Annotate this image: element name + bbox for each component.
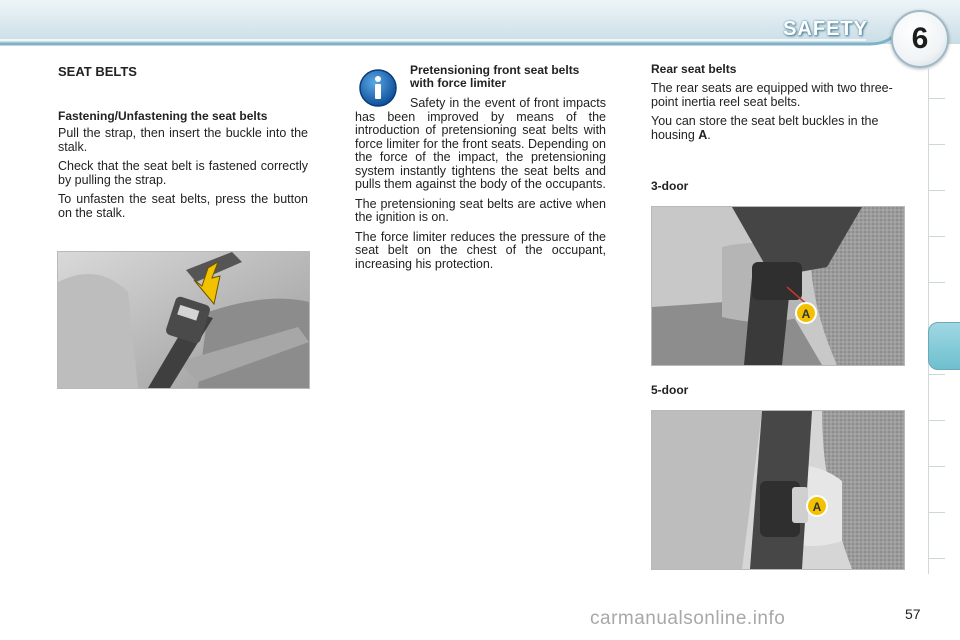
chapter-tab-rail bbox=[928, 68, 960, 574]
chapter-tab-active[interactable] bbox=[928, 322, 960, 370]
callout-a-3door: A bbox=[801, 307, 811, 321]
front-buckle-photo bbox=[57, 251, 310, 389]
rear-paragraph-2-text: You can store the seat belt buckles in the housing bbox=[651, 114, 879, 142]
rear-paragraph-1: The rear seats are equipped with two three-point inertia reel seat belts. bbox=[651, 81, 893, 109]
pretensioning-paragraph-1: Safety in the event of front impacts has been improved by means of the introduction of pretensioning seat belts with force limiter for the front seats. Depending on the force of the impact, the pretensioning system instantly tightens the seat belts and pulls them against the body of the occupants. bbox=[355, 96, 606, 191]
fastening-paragraph-1: Pull the strap, then insert the buckle into the stalk. bbox=[58, 126, 308, 154]
rear-paragraph-2-end: . bbox=[707, 127, 711, 142]
label-5-door: 5-door bbox=[651, 383, 689, 397]
label-3-door: 3-door bbox=[651, 179, 689, 193]
rear-seat-belts-subtitle: Rear seat belts bbox=[651, 62, 737, 76]
page-title: SEAT BELTS bbox=[58, 64, 137, 79]
rear-3-door-photo bbox=[651, 206, 905, 366]
rear-seat-belts-column bbox=[651, 63, 905, 148]
page-number: 57 bbox=[905, 606, 921, 622]
chapter-badge bbox=[891, 10, 949, 68]
rear-paragraph-2 bbox=[651, 115, 905, 142]
callout-a-5door: A bbox=[812, 500, 822, 514]
pretensioning-paragraph-2: The pretensioning seat belts are active when the ignition is on. bbox=[355, 196, 606, 224]
housing-letter: A bbox=[698, 127, 708, 142]
pretensioning-paragraph-3: The force limiter reduces the pressure of the seat belt on the chest of the occupant, increasing his protection. bbox=[355, 229, 606, 271]
seat-belts-column bbox=[58, 64, 308, 226]
section-title: SAFETY bbox=[783, 18, 868, 40]
fastening-paragraph-3: To unfasten the seat belts, press the button on the stalk. bbox=[58, 192, 308, 220]
pretensioning-column bbox=[355, 64, 606, 277]
chapter-number: 6 bbox=[911, 22, 929, 55]
pretensioning-subtitle: Pretensioning front seat belts with force limiter bbox=[410, 63, 580, 90]
fastening-subtitle: Fastening/Unfastening the seat belts bbox=[58, 109, 268, 123]
watermark: carmanualsonline.info bbox=[590, 608, 786, 629]
rear-5-door-photo bbox=[651, 410, 905, 570]
fastening-paragraph-2: Check that the seat belt is fastened correctly by pulling the strap. bbox=[58, 159, 308, 187]
